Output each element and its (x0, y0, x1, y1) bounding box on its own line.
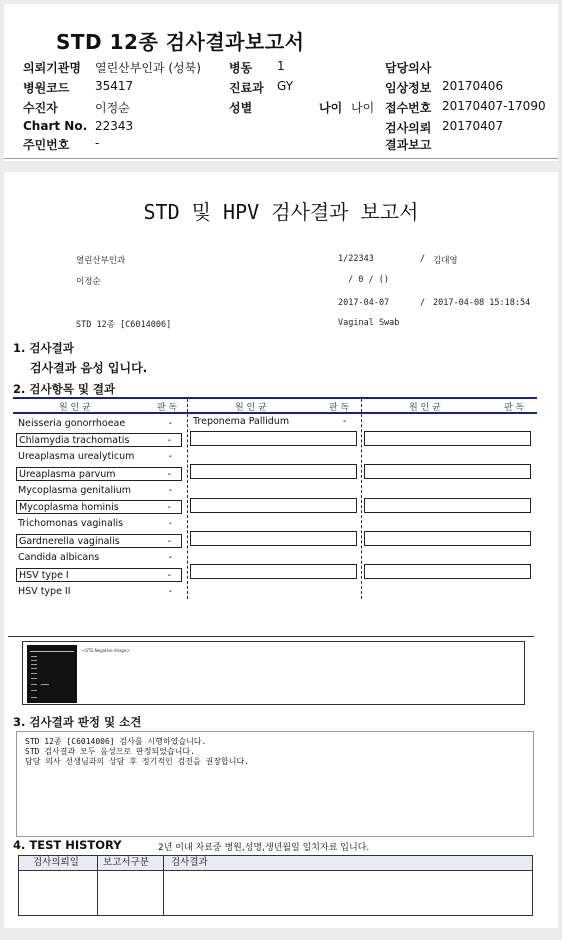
organism-name: Ureaplasma urealyticum (18, 451, 135, 462)
empty-result-cell (364, 464, 531, 479)
organism-judge: - (167, 536, 171, 547)
history-col-divider (97, 856, 98, 915)
organism-row (16, 585, 182, 599)
treponema-name: Treponema Pallidum (193, 416, 290, 427)
clinical-label: 임상정보 (385, 81, 432, 95)
empty-result-cell (190, 564, 357, 579)
meta-clinic: 열린산부인과 (76, 256, 126, 266)
section-4-title: 4. TEST HISTORY (13, 838, 122, 852)
organism-row (16, 484, 182, 498)
organism-name: Candida albicans (18, 552, 100, 563)
organism-name: Gardnerella vaginalis (19, 536, 120, 547)
department-label: 진료과 (229, 81, 264, 95)
empty-result-cell (190, 531, 357, 546)
col-header-organism: 원 인 균 (235, 403, 267, 413)
history-col-result: 검사결과 (171, 857, 208, 868)
empty-result-cell (364, 531, 531, 546)
report-sheet (4, 172, 558, 928)
empty-result-cell (364, 431, 531, 446)
meta-slash-2: / (420, 298, 426, 308)
table-header-rule (13, 412, 537, 414)
institution-label: 의뢰기관명 (23, 61, 81, 75)
history-table-header (19, 856, 532, 871)
meta-date-reported: 2017-04-08 15:18:54 (433, 298, 531, 308)
meta-date-received: 2017-04-07 (338, 298, 390, 308)
gel-image-thumbnail (27, 645, 77, 703)
result-text: 검사결과 음성 입니다. (30, 361, 148, 375)
chart-label: Chart No. (23, 119, 88, 133)
column-divider (361, 399, 363, 599)
empty-result-cell (364, 564, 531, 579)
organism-name: Mycoplasma genitalium (18, 485, 132, 496)
organism-judge: - (168, 418, 172, 429)
col-header-organism: 원 인 균 (59, 403, 91, 413)
organism-row (16, 568, 182, 582)
organism-name: HSV type I (19, 570, 69, 581)
meta-slash: / (420, 254, 426, 264)
ward-value: 1 (277, 59, 285, 73)
ward-label: 병동 (229, 61, 253, 75)
meta-doctor: 김대영 (433, 256, 458, 266)
meta-chart-doctor: 1/22343 (338, 254, 374, 264)
meta-specimen: Vaginal Swab (338, 318, 400, 328)
history-note: 2년 이내 자료중 병원,성명,생년월일 일치자료 입니다. (158, 843, 370, 853)
organism-row (16, 517, 182, 531)
empty-result-cell (364, 498, 531, 513)
table-top-rule (13, 397, 537, 399)
opinion-box (16, 731, 534, 837)
history-col-request-date: 검사의뢰일 (33, 857, 79, 868)
organism-judge: - (168, 586, 172, 597)
organism-name: Neisseria gonorrhoeae (18, 418, 126, 429)
department-value: GY (277, 79, 294, 93)
patient-label: 수진자 (23, 101, 58, 115)
organism-name: Trichomonas vaginalis (18, 518, 124, 529)
col-header-judge: 판 독 (157, 403, 178, 413)
organism-name: HSV type II (18, 586, 71, 597)
age-value: 나이 (351, 101, 375, 115)
chart-value: 22343 (95, 119, 134, 133)
organism-judge: - (168, 451, 172, 462)
hospital-code-label: 병원코드 (23, 81, 70, 95)
organism-row (16, 417, 182, 431)
organism-judge: - (167, 570, 171, 581)
report-label: 결과보고 (385, 138, 432, 152)
meta-test: STD 12종 [C6014006] (76, 320, 172, 330)
empty-result-cell (190, 498, 357, 513)
organism-name: Ureaplasma parvum (19, 469, 116, 480)
organism-judge: - (167, 435, 171, 446)
organism-row (16, 450, 182, 464)
section-3-title: 3. 검사결과 판정 및 소견 (13, 715, 142, 729)
col-header-organism: 원 인 균 (409, 403, 441, 413)
organism-judge: - (168, 552, 172, 563)
section-2-title: 2. 검사항목 및 결과 (13, 382, 116, 396)
history-table (18, 855, 533, 916)
sex-label: 성별 (229, 101, 253, 115)
organism-row (16, 551, 182, 565)
doctor-label: 담당의사 (385, 61, 432, 75)
organism-row (16, 433, 182, 447)
organism-row (16, 534, 182, 548)
organism-row (16, 500, 182, 514)
col-header-judge: 판 독 (504, 403, 525, 413)
organism-judge: - (168, 485, 172, 496)
header-title: STD 12종 검사결과보고서 (56, 30, 305, 54)
column-divider (187, 399, 189, 599)
patient-value: 이정순 (95, 101, 130, 115)
clinical-value: 20170406 (442, 79, 504, 93)
opinion-line: 담당 의사 선생님과의 상담 후 정기적인 검진을 권장합니다. (25, 757, 250, 766)
request-label: 검사의뢰 (385, 121, 432, 135)
receipt-value: 20170407-17090 (442, 99, 546, 113)
history-col-divider (163, 856, 164, 915)
resident-label: 주민번호 (23, 138, 70, 152)
organism-judge: - (167, 502, 171, 513)
meta-patient: 이정순 (76, 277, 101, 287)
section-divider (8, 636, 534, 637)
organism-judge: - (168, 518, 172, 529)
institution-value: 열린산부인과 (성북) (95, 61, 201, 75)
section-1-title: 1. 검사결과 (13, 341, 74, 355)
organism-name: Chlamydia trachomatis (19, 435, 130, 446)
request-value: 20170407 (442, 119, 504, 133)
history-col-report-type: 보고서구분 (103, 857, 149, 868)
gel-image-panel (22, 641, 525, 705)
organism-row (16, 467, 182, 481)
gel-image-caption: <STD Negative Image> (82, 648, 130, 653)
receipt-label: 접수번호 (385, 101, 432, 115)
opinion-line: STD 검사결과 모두 음성으로 판정되었습니다. (25, 747, 195, 756)
resident-value: - (95, 136, 100, 150)
report-title: STD 및 HPV 검사결과 보고서 (143, 200, 419, 224)
header-divider (4, 158, 558, 159)
age-label: 나이 (319, 101, 343, 115)
treponema-judge: - (343, 416, 347, 427)
report-header (4, 4, 558, 161)
empty-result-cell (190, 431, 357, 446)
opinion-line: STD 12종 [C6014006] 검사를 시행하였습니다. (25, 737, 207, 746)
empty-result-cell (190, 464, 357, 479)
col-header-judge: 판 독 (329, 403, 350, 413)
organism-judge: - (167, 469, 171, 480)
meta-age-sex: / 0 / () (348, 275, 389, 285)
hospital-code-value: 35417 (95, 79, 134, 93)
organism-name: Mycoplasma hominis (19, 502, 119, 513)
